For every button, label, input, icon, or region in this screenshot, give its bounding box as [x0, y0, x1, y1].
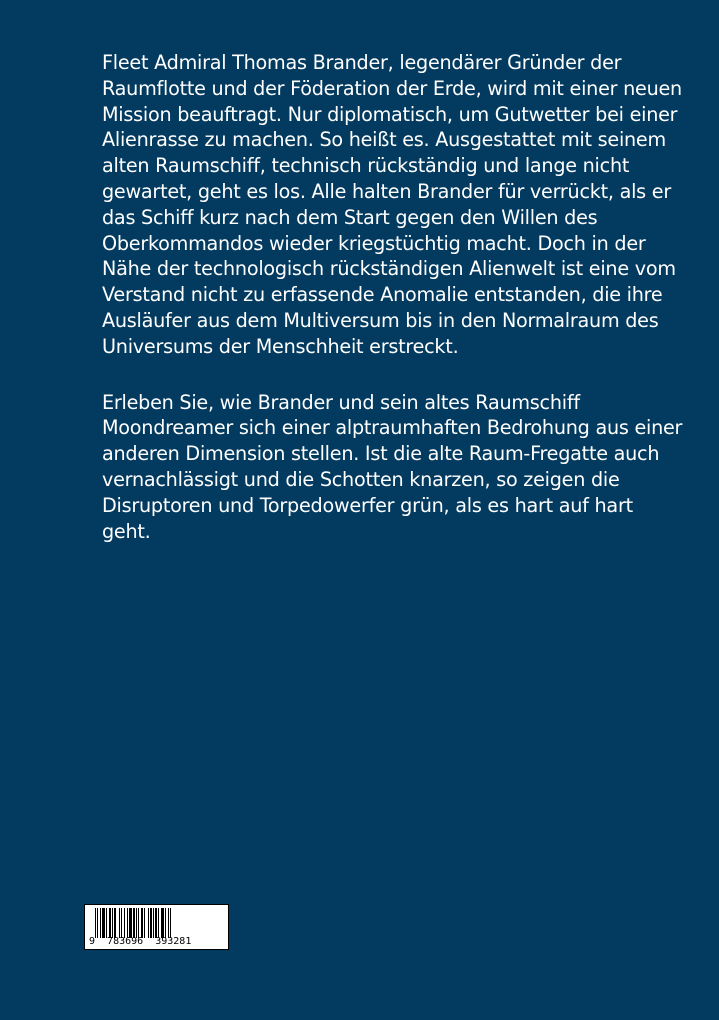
blurb-line: alten Raumschiff, technisch rückständig und lange nicht [102, 154, 630, 178]
barcode-bar [158, 908, 159, 938]
barcode-bar [102, 908, 105, 938]
barcode-bar [106, 908, 107, 938]
blurb-line: gewartet, geht es los. Alle halten Brander für verrückt, als er [102, 179, 671, 203]
blurb-line: Nähe der technologisch rückständigen Alienwelt ist eine vom [102, 257, 676, 281]
blurb-line: vernachlässigt und die Schotten knarzen, so zeigen die [102, 467, 620, 491]
blurb-line: Fleet Admiral Thomas Brander, legendärer Gründer der [102, 51, 622, 74]
barcode-bar [124, 908, 125, 938]
blurb-line: Universums der Menschheit erstreckt. [102, 334, 459, 358]
barcode-bar [138, 908, 139, 938]
barcode-bars [95, 908, 219, 938]
blurb-line: Moondreamer sich einer alptraumhaften Bedrohung aus einer [102, 416, 683, 440]
blurb-paragraph-2 [102, 390, 683, 545]
barcode-bar [153, 908, 154, 938]
barcode-bar [127, 908, 128, 938]
blurb-line: Raumflotte und der Föderation der Erde, wird mit einer neuen [102, 76, 682, 100]
barcode-bar [141, 908, 143, 938]
isbn-barcode [84, 904, 229, 950]
blurb-line: Mission beauftragt. Nur diplomatisch, um Gutwetter bei einer [102, 102, 678, 126]
blurb-line: anderen Dimension stellen. Ist die alte Raum-Fregatte auch [102, 442, 660, 466]
barcode-bar [155, 908, 157, 938]
barcode-bar [95, 908, 96, 938]
barcode-bar [112, 908, 113, 938]
barcode-bar [100, 908, 101, 938]
blurb-line: Alienrasse zu machen. So heißt es. Ausgestattet mit seinem [102, 128, 666, 152]
barcode-bar [144, 908, 145, 938]
barcode-bar [133, 908, 135, 938]
blurb-paragraph-1 [102, 50, 682, 360]
barcode-bar [121, 908, 122, 938]
blurb-line: das Schiff kurz nach dem Start gegen den Willen des [102, 205, 598, 229]
blurb-line: Erleben Sie, wie Brander und sein altes Raumschiff [102, 390, 580, 414]
barcode-bar [165, 908, 166, 938]
blurb-line: Oberkommandos wieder kriegstüchtig macht. Doch in der [102, 231, 646, 255]
barcode-bar [109, 908, 111, 938]
blurb-line: Disruptoren und Torpedowerfer grün, als es hart auf hart [102, 493, 633, 517]
barcode-bar [114, 908, 116, 938]
back-cover-blurb [102, 50, 683, 544]
barcode-bar [97, 908, 98, 938]
barcode-bar [161, 908, 164, 938]
barcode-bar [170, 908, 171, 938]
blurb-line: geht. [102, 519, 151, 543]
barcode-bar [148, 908, 149, 938]
isbn-digits: 9 783696 393281 [89, 936, 192, 947]
barcode-bar [119, 908, 120, 938]
barcode-bar [150, 908, 152, 938]
barcode-bar [129, 908, 132, 938]
barcode-bar [136, 908, 137, 938]
blurb-line: Verstand nicht zu erfassende Anomalie entstanden, die ihre [102, 283, 663, 307]
blurb-line: Ausläufer aus dem Multiversum bis in den Normalraum des [102, 308, 659, 332]
barcode-bar [168, 908, 169, 938]
